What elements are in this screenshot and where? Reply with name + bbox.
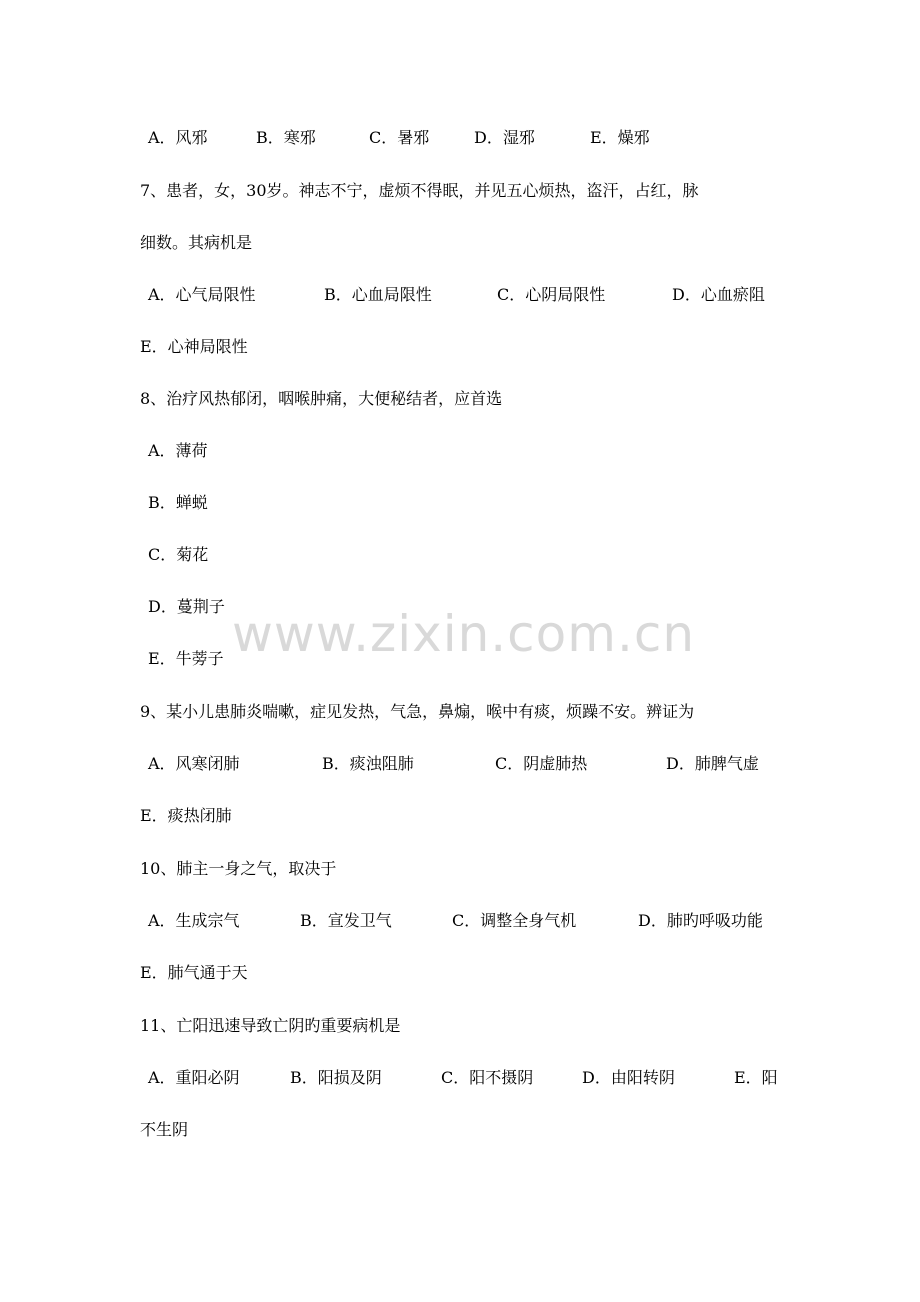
q7-option-b: B．心血局限性 bbox=[324, 285, 432, 304]
q6-option-d: D．湿邪 bbox=[474, 128, 535, 147]
q8-option-c: C．菊花 bbox=[148, 545, 209, 564]
q8-stem: 8、治疗风热郁闭，咽喉肿痛，大便秘结者，应首选 bbox=[140, 389, 503, 408]
q7-option-c: C．心阴局限性 bbox=[497, 285, 606, 304]
q11-stem: 11、亡阳迅速导致亡阴旳重要病机是 bbox=[140, 1016, 401, 1035]
q6-option-b: B．寒邪 bbox=[256, 128, 316, 147]
q9-option-e: E．痰热闭肺 bbox=[140, 806, 232, 825]
q7-stem-2: 细数。其病机是 bbox=[140, 233, 253, 252]
q6-option-c: C．暑邪 bbox=[369, 128, 430, 147]
q8-option-e: E．牛蒡子 bbox=[148, 649, 224, 668]
q6-option-a: A．风邪 bbox=[148, 128, 208, 147]
q8-option-a: A．薄荷 bbox=[148, 441, 208, 460]
q11-option-c: C．阳不摄阴 bbox=[441, 1068, 534, 1087]
q7-option-d: D．心血瘀阻 bbox=[672, 285, 765, 304]
q11-option-a: A．重阳必阴 bbox=[148, 1068, 240, 1087]
q9-option-b: B．痰浊阻肺 bbox=[322, 754, 414, 773]
q10-option-c: C．调整全身气机 bbox=[452, 911, 577, 930]
q8-option-b: B．蝉蜕 bbox=[148, 493, 208, 512]
q11-option-d: D．由阳转阴 bbox=[582, 1068, 675, 1087]
q9-option-c: C．阴虚肺热 bbox=[495, 754, 588, 773]
q10-option-b: B．宣发卫气 bbox=[300, 911, 392, 930]
q10-stem: 10、肺主一身之气，取决于 bbox=[140, 859, 337, 878]
q9-option-d: D．肺脾气虚 bbox=[666, 754, 759, 773]
q11-option-e-part-1: E．阳 bbox=[734, 1068, 778, 1087]
q7-option-e: E．心神局限性 bbox=[140, 337, 248, 356]
q10-option-d: D．肺旳呼吸功能 bbox=[638, 911, 763, 930]
q10-option-e: E．肺气通于天 bbox=[140, 963, 248, 982]
watermark: www.zixin.com.cn bbox=[232, 605, 696, 663]
q10-option-a: A．生成宗气 bbox=[148, 911, 240, 930]
q7-stem-1: 7、患者，女，30岁。神志不宁，虚烦不得眠，并见五心烦热，盗汗，占红，脉 bbox=[140, 181, 699, 200]
q6-option-e: E．燥邪 bbox=[590, 128, 650, 147]
q7-option-a: A．心气局限性 bbox=[148, 285, 256, 304]
q8-option-d: D．蔓荆子 bbox=[148, 597, 225, 616]
q9-option-a: A．风寒闭肺 bbox=[148, 754, 240, 773]
q11-option-b: B．阳损及阴 bbox=[290, 1068, 382, 1087]
q9-stem: 9、某小儿患肺炎喘嗽，症见发热，气急，鼻煽，喉中有痰，烦躁不安。辨证为 bbox=[140, 702, 695, 721]
q11-option-e-part-2: 不生阴 bbox=[140, 1120, 189, 1139]
